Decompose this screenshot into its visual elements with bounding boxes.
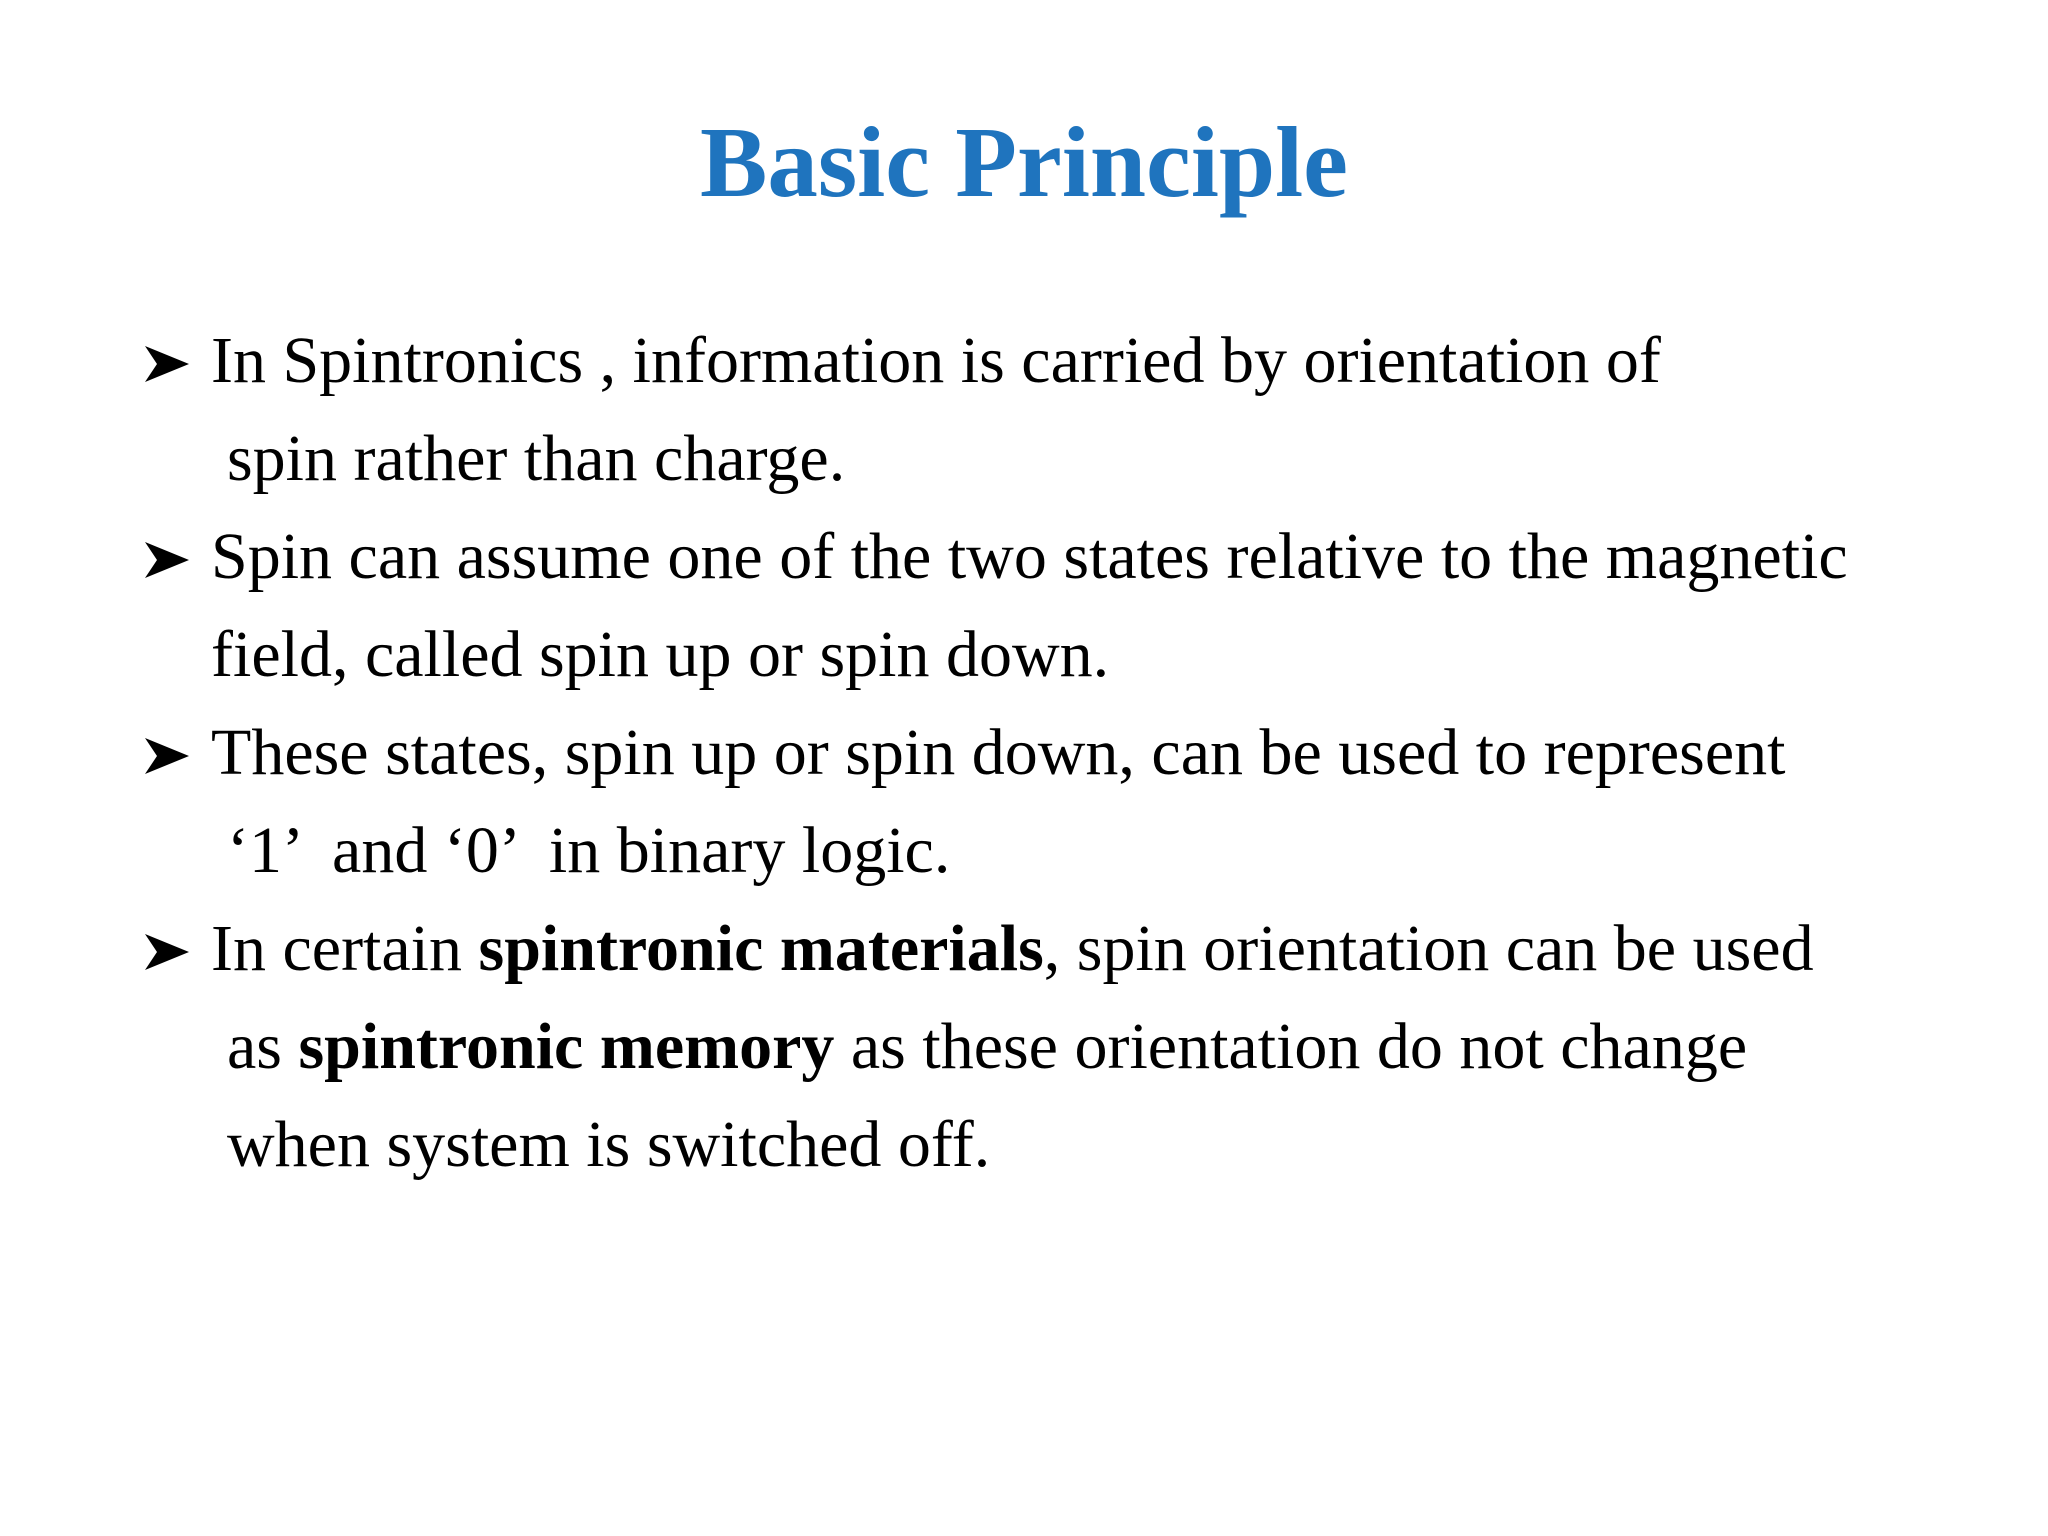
bullet-4-line-2-end: as these orientation do not change xyxy=(834,1010,1748,1083)
bullet-4-continuation-1 xyxy=(227,998,1747,1096)
bullet-4-line-2 xyxy=(143,998,1923,1096)
bullet-1-text: In Spintronics , information is carried by orientation of xyxy=(211,324,1661,397)
arrowhead-bullet-icon xyxy=(143,344,191,384)
bullet-list xyxy=(143,312,1923,1194)
bullet-4-line-1 xyxy=(143,900,1923,998)
arrowhead-bullet-icon xyxy=(143,736,191,776)
bullet-1-line-1 xyxy=(143,312,1923,410)
bullet-3-text: These states, spin up or spin down, can be used to represent xyxy=(211,716,1786,789)
bullet-2-line-2 xyxy=(143,606,1923,704)
bullet-4-text-start: In certain xyxy=(211,912,479,985)
bullet-3-line-1 xyxy=(143,704,1923,802)
bullet-4-continuation-2: when system is switched off. xyxy=(227,1108,991,1181)
bullet-2-line-1 xyxy=(143,508,1923,606)
slide-title: Basic Principle xyxy=(699,106,1349,218)
bullet-3-continuation: ‘1’ and ‘0’ in binary logic. xyxy=(227,814,951,887)
bullet-1-line-2 xyxy=(143,410,1923,508)
bullet-4-text xyxy=(211,900,1814,998)
arrowhead-bullet-icon xyxy=(143,540,191,580)
bullet-4-line-3 xyxy=(143,1096,1923,1194)
bullet-4-text-end: , spin orientation can be used xyxy=(1043,912,1814,985)
bullet-4-line-2-start: as xyxy=(227,1010,299,1083)
bullet-2-continuation: field, called spin up or spin down. xyxy=(211,618,1110,691)
bullet-2-text: Spin can assume one of the two states relative to the magnetic xyxy=(211,520,1848,593)
bullet-1-continuation: spin rather than charge. xyxy=(227,422,846,495)
bold-term-spintronic-materials: spintronic materials xyxy=(478,912,1044,985)
bold-term-spintronic-memory: spintronic memory xyxy=(298,1010,835,1083)
bullet-3-line-2 xyxy=(143,802,1923,900)
arrowhead-bullet-icon xyxy=(143,932,191,972)
